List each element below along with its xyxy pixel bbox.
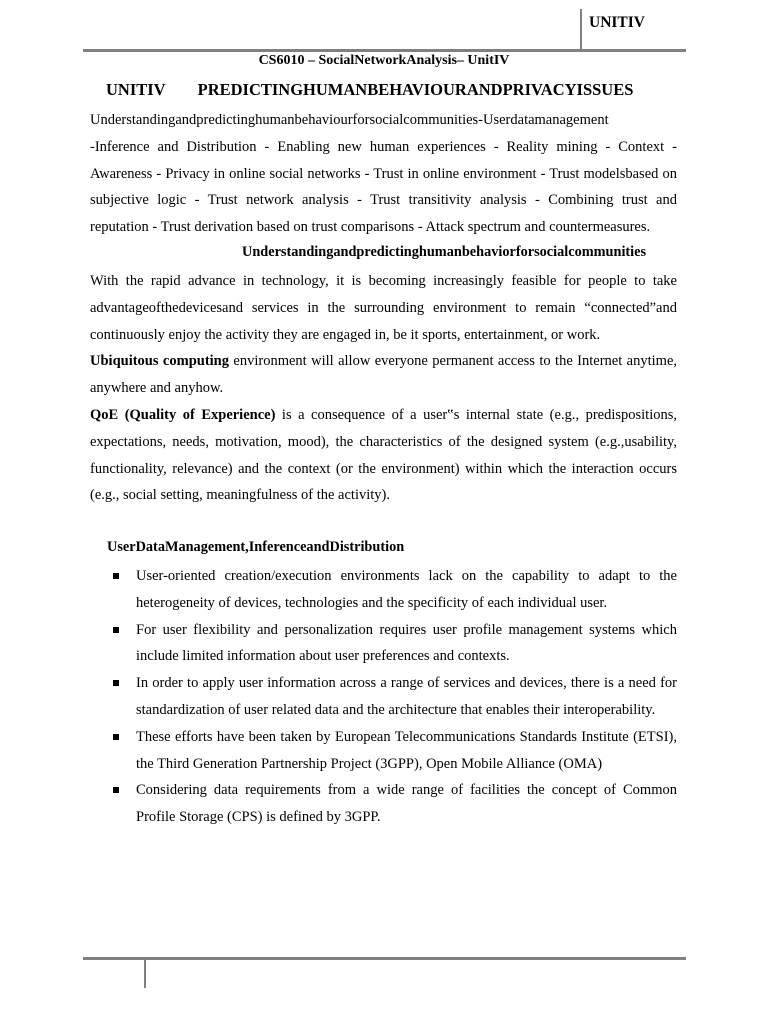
square-bullet-icon xyxy=(113,627,119,633)
term-ubiquitous-computing: Ubiquitous computing xyxy=(90,353,229,369)
term-qoe: QoE (Quality of Experience) xyxy=(90,407,276,423)
section-heading-understanding: Understandingandpredictinghumanbehaviorforsocialcommunities xyxy=(242,244,647,260)
list-item-text: Considering data requirements from a wide range of facilities the concept of Common Profile Storage (CPS) is defined by 3GPP. xyxy=(136,782,677,826)
header-divider-vertical xyxy=(580,9,582,51)
syllabus-rest: -Inference and Distribution - Enabling new human experiences - Reality mining - Context -Awareness - Privacy in online social networks - Trust in online environment - Trust modelsbased on subjective logic - Trust network analysis - Trust transitivity analysis - Combining trust and reputation - Trust derivation based on trust comparisons - Attack spectrum and countermeasures. xyxy=(90,138,677,236)
header-rule xyxy=(83,49,686,52)
list-item-text: In order to apply user information across a range of services and devices, there is a need for standardization of user related data and the architecture that enables their interoperability. xyxy=(136,675,677,718)
header-unit-tag: UNITIV xyxy=(589,14,645,31)
list-item xyxy=(136,563,677,617)
square-bullet-icon xyxy=(113,734,119,740)
square-bullet-icon xyxy=(113,787,119,793)
paragraph-ubiquitous xyxy=(90,348,677,402)
list-item-text: User-oriented creation/execution environments lack on the capability to adapt to the heterogeneity of devices, technologies and the specificity of each individual user. xyxy=(136,568,677,611)
list-item xyxy=(136,617,677,671)
syllabus-paragraph xyxy=(90,107,677,241)
bullet-list xyxy=(0,563,768,831)
section-heading-user-data: UserDataManagement,InferenceandDistribution xyxy=(107,539,405,555)
syllabus-line1: Understandingandpredictinghumanbehaviourforsocialcommunities-Userdatamanagement xyxy=(90,112,609,128)
list-item xyxy=(136,670,677,724)
paragraph-qoe-text: is a consequence of a user‟s internal state (e.g., predispositions, expectations, needs, motivation, mood), the characteristics of the designed system (e.g.,usability, functionality, relevance) and the context (or the environment) within which the interaction occurs (e.g., social setting, meaningfulness of the activity). xyxy=(90,407,678,504)
footer-divider-vertical xyxy=(144,958,146,988)
list-item xyxy=(136,724,677,778)
square-bullet-icon xyxy=(113,680,119,686)
unit-name: PREDICTINGHUMANBEHAVIOURANDPRIVACYISSUES xyxy=(197,80,634,99)
footer-rule xyxy=(83,957,686,960)
course-line: CS6010 – SocialNetworkAnalysis– UnitIV xyxy=(258,53,510,68)
paragraph-qoe xyxy=(90,402,677,509)
paragraph-ubiquitous-text: environment will allow everyone permanent access to the Internet anytime, anywhere and anyhow. xyxy=(90,353,678,396)
list-item xyxy=(136,777,677,831)
list-item-text: These efforts have been taken by European Telecommunications Standards Institute (ETSI), the Third Generation Partnership Project (3GPP), Open Mobile Alliance (OMA) xyxy=(136,728,677,772)
square-bullet-icon xyxy=(113,573,119,579)
list-item-text: For user flexibility and personalization requires user profile management systems which include limited information about user preferences and contexts. xyxy=(136,621,677,665)
unit-label: UNITIV xyxy=(106,80,166,99)
paragraph-connected: With the rapid advance in technology, it is becoming increasingly feasible for people to take advantageofthedevicesand services in the surrounding environment to remain “connected”and continuously enjoy the activity they are engaged in, be it sports, entertainment, or work. xyxy=(90,273,677,343)
unit-title xyxy=(106,80,633,100)
